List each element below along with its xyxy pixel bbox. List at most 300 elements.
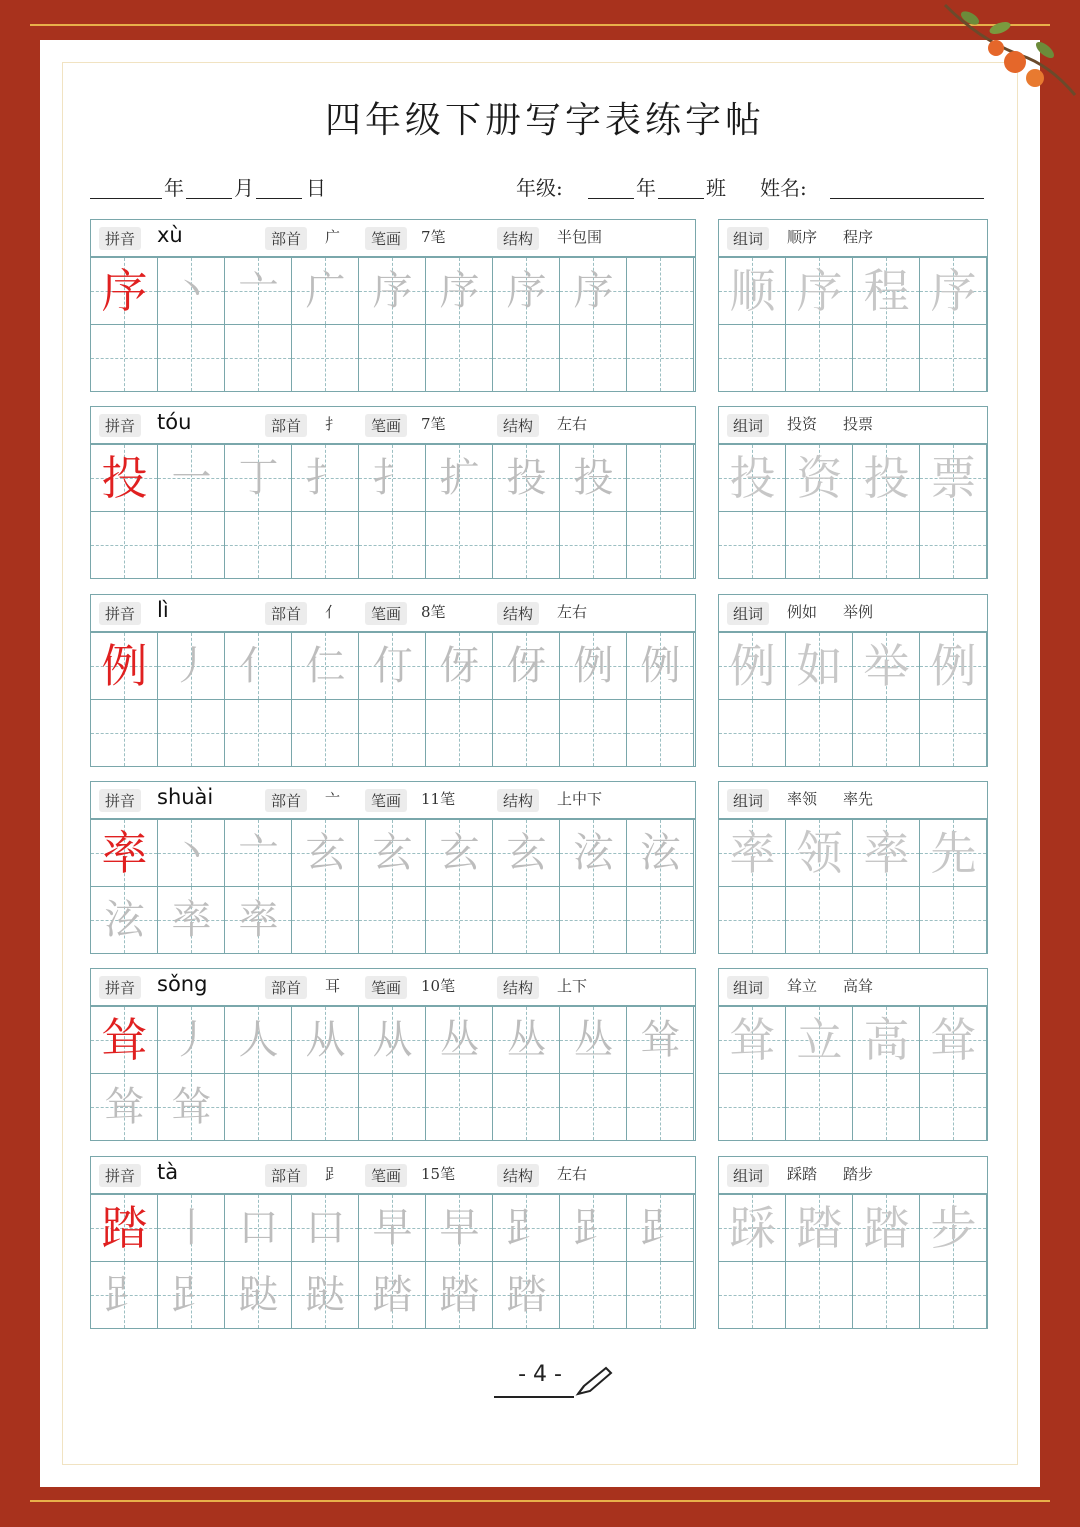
- stroke-step: 耸: [171, 1084, 212, 1130]
- words-tag: 组词: [727, 976, 769, 999]
- strokes-value: 11笔: [421, 790, 456, 808]
- stroke-step: 从: [305, 1017, 346, 1063]
- word-trace-character: 票: [930, 451, 977, 505]
- stroke-step: 序: [439, 268, 480, 314]
- practice-cell[interactable]: [426, 445, 493, 512]
- practice-cell[interactable]: [493, 258, 560, 325]
- word-1: 耸立: [787, 977, 818, 995]
- word-trace-character: 耸: [729, 1013, 776, 1067]
- day-blank[interactable]: [256, 172, 302, 199]
- word-cell[interactable]: [786, 1262, 853, 1329]
- practice-cell[interactable]: [359, 633, 426, 700]
- stroke-step: 例: [573, 643, 614, 689]
- words-bar: [718, 1156, 988, 1194]
- word-cell[interactable]: [853, 820, 920, 887]
- stroke-step: 伢: [506, 643, 547, 689]
- month-label: 月: [234, 176, 254, 200]
- word-cell[interactable]: [920, 1074, 987, 1141]
- pinyin-value: xù: [157, 223, 183, 247]
- strokes-tag: 笔画: [365, 414, 407, 437]
- word-cell[interactable]: [786, 1195, 853, 1262]
- pinyin-tag: 拼音: [99, 1164, 141, 1187]
- word-cell[interactable]: [853, 325, 920, 392]
- practice-grid: [90, 444, 696, 579]
- stroke-step: 丛: [439, 1017, 480, 1063]
- stroke-step: 泫: [640, 830, 681, 876]
- radical-value: 广: [325, 228, 341, 246]
- word-cell[interactable]: [920, 820, 987, 887]
- practice-cell[interactable]: [627, 820, 694, 887]
- words-bar: [718, 219, 988, 257]
- practice-grid: [90, 1194, 696, 1329]
- practice-cell[interactable]: [426, 512, 493, 579]
- practice-cell[interactable]: [91, 1074, 158, 1141]
- practice-cell[interactable]: [292, 700, 359, 767]
- stroke-step: 伢: [439, 643, 480, 689]
- practice-cell[interactable]: [225, 258, 292, 325]
- practice-cell[interactable]: [158, 512, 225, 579]
- structure-tag: 结构: [497, 789, 539, 812]
- month-blank[interactable]: [186, 172, 232, 199]
- practice-cell[interactable]: [359, 445, 426, 512]
- strokes-value: 15笔: [421, 1165, 456, 1183]
- practice-cell[interactable]: [426, 1262, 493, 1329]
- word-1: 例如: [787, 603, 818, 621]
- word-trace-character: 步: [930, 1201, 977, 1255]
- radical-value: 耳: [325, 977, 341, 995]
- words-tag: 组词: [727, 414, 769, 437]
- word-grid: [718, 1006, 988, 1141]
- word-cell[interactable]: [920, 258, 987, 325]
- word-trace-character: 投: [863, 451, 910, 505]
- word-cell[interactable]: [786, 887, 853, 954]
- class-label: 班: [706, 176, 726, 200]
- practice-cell[interactable]: [158, 1262, 225, 1329]
- practice-cell[interactable]: [426, 887, 493, 954]
- practice-cell[interactable]: [560, 1262, 627, 1329]
- practice-cell[interactable]: [158, 1007, 225, 1074]
- practice-cell[interactable]: [493, 700, 560, 767]
- word-trace-character: 高: [863, 1013, 910, 1067]
- practice-cell[interactable]: [91, 445, 158, 512]
- stroke-step: 𧾷: [640, 1205, 681, 1251]
- practice-cell[interactable]: [158, 1074, 225, 1141]
- word-cell[interactable]: [920, 1007, 987, 1074]
- word-cell[interactable]: [786, 1007, 853, 1074]
- practice-cell[interactable]: [627, 1007, 694, 1074]
- practice-cell[interactable]: [91, 512, 158, 579]
- strokes-value: 7笔: [421, 415, 446, 433]
- info-bar: [90, 1156, 696, 1194]
- word-2: 投票: [843, 415, 874, 433]
- name-blank[interactable]: [830, 172, 984, 199]
- practice-cell[interactable]: [493, 633, 560, 700]
- practice-cell[interactable]: [493, 512, 560, 579]
- strokes-tag: 笔画: [365, 976, 407, 999]
- practice-cell[interactable]: [560, 258, 627, 325]
- stroke-step: 𧾷: [104, 1272, 145, 1318]
- practice-cell[interactable]: [426, 633, 493, 700]
- word-trace-character: 立: [796, 1013, 843, 1067]
- practice-cell[interactable]: [359, 887, 426, 954]
- practice-cell[interactable]: [91, 887, 158, 954]
- practice-cell[interactable]: [225, 1074, 292, 1141]
- pinyin-value: tà: [157, 1160, 179, 1184]
- practice-cell[interactable]: [91, 1007, 158, 1074]
- strokes-tag: 笔画: [365, 602, 407, 625]
- practice-cell[interactable]: [292, 258, 359, 325]
- practice-cell[interactable]: [627, 700, 694, 767]
- stroke-step: 仃: [372, 643, 413, 689]
- practice-cell[interactable]: [560, 633, 627, 700]
- practice-cell[interactable]: [158, 887, 225, 954]
- word-cell[interactable]: [719, 820, 786, 887]
- practice-grid: [90, 632, 696, 767]
- year-label: 年: [164, 176, 184, 200]
- practice-cell[interactable]: [158, 258, 225, 325]
- practice-cell[interactable]: [493, 1195, 560, 1262]
- practice-cell[interactable]: [225, 633, 292, 700]
- structure-tag: 结构: [497, 227, 539, 250]
- practice-cell[interactable]: [426, 258, 493, 325]
- practice-cell[interactable]: [560, 700, 627, 767]
- word-cell[interactable]: [719, 512, 786, 579]
- stroke-step: 踏: [506, 1272, 547, 1318]
- word-cell[interactable]: [920, 1262, 987, 1329]
- practice-cell[interactable]: [359, 1262, 426, 1329]
- stroke-step: 丨: [171, 1205, 212, 1251]
- stroke-step: 口: [305, 1205, 346, 1251]
- word-1: 顺序: [787, 228, 818, 246]
- word-trace-character: 举: [863, 639, 910, 693]
- word-trace-character: 领: [796, 826, 843, 880]
- word-trace-character: 耸: [930, 1013, 977, 1067]
- word-2: 高耸: [843, 977, 874, 995]
- practice-cell[interactable]: [359, 820, 426, 887]
- name-label: 姓名:: [760, 176, 807, 200]
- word-1: 投资: [787, 415, 818, 433]
- practice-cell[interactable]: [91, 1262, 158, 1329]
- stroke-step: 踏: [372, 1272, 413, 1318]
- strokes-tag: 笔画: [365, 1164, 407, 1187]
- practice-cell[interactable]: [292, 1262, 359, 1329]
- practice-cell[interactable]: [225, 700, 292, 767]
- practice-cell[interactable]: [627, 1195, 694, 1262]
- word-cell[interactable]: [786, 512, 853, 579]
- words-bar: [718, 781, 988, 819]
- practice-cell[interactable]: [426, 1007, 493, 1074]
- practice-cell[interactable]: [91, 258, 158, 325]
- stroke-step: 耸: [104, 1084, 145, 1130]
- word-cell[interactable]: [920, 1195, 987, 1262]
- practice-cell[interactable]: [560, 887, 627, 954]
- practice-cell[interactable]: [225, 1262, 292, 1329]
- frame-line-bottom: [30, 1500, 1050, 1502]
- model-character: 投: [101, 451, 148, 505]
- practice-cell[interactable]: [91, 633, 158, 700]
- stroke-step: 扌: [372, 455, 413, 501]
- word-grid: [718, 444, 988, 579]
- info-bar: [90, 968, 696, 1006]
- practice-cell[interactable]: [359, 325, 426, 392]
- stroke-step: 𧾷: [171, 1272, 212, 1318]
- practice-cell[interactable]: [426, 700, 493, 767]
- word-trace-character: 程: [863, 264, 910, 318]
- stroke-step: 口: [238, 1205, 279, 1251]
- practice-cell[interactable]: [292, 1195, 359, 1262]
- practice-cell[interactable]: [91, 820, 158, 887]
- class-blank[interactable]: [658, 172, 704, 199]
- words-tag: 组词: [727, 227, 769, 250]
- stroke-step: 人: [238, 1017, 279, 1063]
- word-cell[interactable]: [853, 633, 920, 700]
- word-cell[interactable]: [719, 1074, 786, 1141]
- header-fields: [90, 172, 990, 204]
- practice-cell[interactable]: [426, 1195, 493, 1262]
- practice-cell[interactable]: [493, 445, 560, 512]
- word-cell[interactable]: [920, 325, 987, 392]
- word-trace-character: 例: [729, 639, 776, 693]
- radical-tag: 部首: [265, 414, 307, 437]
- practice-cell[interactable]: [359, 1074, 426, 1141]
- stroke-step: 玄: [506, 830, 547, 876]
- practice-cell[interactable]: [627, 258, 694, 325]
- word-2: 踏步: [843, 1165, 874, 1183]
- model-character: 率: [101, 826, 148, 880]
- word-cell[interactable]: [853, 700, 920, 767]
- word-cell[interactable]: [853, 1074, 920, 1141]
- stroke-step: 丶: [171, 830, 212, 876]
- word-2: 程序: [843, 228, 874, 246]
- stroke-step: 从: [372, 1017, 413, 1063]
- practice-cell[interactable]: [292, 1007, 359, 1074]
- info-bar: [90, 406, 696, 444]
- page-number-underline: [494, 1396, 574, 1398]
- practice-cell[interactable]: [493, 325, 560, 392]
- radical-tag: 部首: [265, 789, 307, 812]
- word-cell[interactable]: [719, 1195, 786, 1262]
- practice-cell[interactable]: [225, 445, 292, 512]
- model-character: 踏: [101, 1201, 148, 1255]
- word-cell[interactable]: [853, 1195, 920, 1262]
- practice-cell[interactable]: [359, 1007, 426, 1074]
- word-cell[interactable]: [853, 445, 920, 512]
- practice-cell[interactable]: [426, 1074, 493, 1141]
- practice-cell[interactable]: [359, 512, 426, 579]
- practice-cell[interactable]: [225, 820, 292, 887]
- stroke-step: 泫: [573, 830, 614, 876]
- model-character: 耸: [101, 1013, 148, 1067]
- word-cell[interactable]: [786, 445, 853, 512]
- word-cell[interactable]: [853, 1262, 920, 1329]
- word-trace-character: 顺: [729, 264, 776, 318]
- stroke-step: 玄: [372, 830, 413, 876]
- word-1: 踩踏: [787, 1165, 818, 1183]
- practice-cell[interactable]: [560, 445, 627, 512]
- practice-cell[interactable]: [91, 1195, 158, 1262]
- practice-cell[interactable]: [225, 1007, 292, 1074]
- practice-cell[interactable]: [225, 512, 292, 579]
- pinyin-tag: 拼音: [99, 227, 141, 250]
- structure-value: 左右: [557, 415, 588, 433]
- word-cell[interactable]: [719, 325, 786, 392]
- practice-cell[interactable]: [158, 700, 225, 767]
- stroke-step: 玄: [439, 830, 480, 876]
- word-cell[interactable]: [920, 512, 987, 579]
- word-trace-character: 资: [796, 451, 843, 505]
- word-cell[interactable]: [719, 633, 786, 700]
- practice-cell[interactable]: [560, 1195, 627, 1262]
- word-trace-character: 率: [729, 826, 776, 880]
- word-trace-character: 例: [930, 639, 977, 693]
- stroke-step: 丁: [238, 455, 279, 501]
- word-1: 率领: [787, 790, 818, 808]
- practice-cell[interactable]: [627, 633, 694, 700]
- practice-cell[interactable]: [560, 512, 627, 579]
- word-cell[interactable]: [786, 258, 853, 325]
- words-tag: 组词: [727, 789, 769, 812]
- stroke-step: 早: [372, 1205, 413, 1251]
- practice-cell[interactable]: [627, 887, 694, 954]
- pinyin-value: lì: [157, 598, 169, 622]
- practice-cell[interactable]: [426, 325, 493, 392]
- word-cell[interactable]: [786, 820, 853, 887]
- practice-cell[interactable]: [292, 325, 359, 392]
- stroke-step: 早: [439, 1205, 480, 1251]
- word-cell[interactable]: [719, 258, 786, 325]
- word-cell[interactable]: [719, 1007, 786, 1074]
- word-cell[interactable]: [920, 445, 987, 512]
- practice-cell[interactable]: [493, 1007, 560, 1074]
- practice-grid: [90, 1006, 696, 1141]
- stroke-step: 扩: [439, 455, 480, 501]
- practice-cell[interactable]: [158, 445, 225, 512]
- word-grid: [718, 1194, 988, 1329]
- word-cell[interactable]: [853, 887, 920, 954]
- practice-cell[interactable]: [158, 325, 225, 392]
- stroke-step: 投: [506, 455, 547, 501]
- radical-value: 扌: [325, 415, 341, 433]
- practice-grid: [90, 819, 696, 954]
- practice-cell[interactable]: [292, 512, 359, 579]
- practice-cell[interactable]: [292, 820, 359, 887]
- word-cell[interactable]: [719, 887, 786, 954]
- practice-cell[interactable]: [292, 445, 359, 512]
- practice-cell[interactable]: [627, 1074, 694, 1141]
- pen-icon: [574, 1364, 614, 1398]
- word-cell[interactable]: [786, 325, 853, 392]
- word-cell[interactable]: [853, 1007, 920, 1074]
- practice-cell[interactable]: [292, 1074, 359, 1141]
- stroke-step: 仁: [305, 643, 346, 689]
- practice-cell[interactable]: [158, 1195, 225, 1262]
- pinyin-value: shuài: [157, 785, 214, 809]
- word-cell[interactable]: [853, 258, 920, 325]
- words-tag: 组词: [727, 1164, 769, 1187]
- practice-cell[interactable]: [91, 700, 158, 767]
- practice-cell[interactable]: [158, 633, 225, 700]
- practice-cell[interactable]: [225, 1195, 292, 1262]
- practice-cell[interactable]: [359, 700, 426, 767]
- stroke-step: 亠: [238, 830, 279, 876]
- radical-tag: 部首: [265, 602, 307, 625]
- word-cell[interactable]: [786, 700, 853, 767]
- practice-cell[interactable]: [627, 325, 694, 392]
- practice-cell[interactable]: [359, 258, 426, 325]
- word-cell[interactable]: [719, 1262, 786, 1329]
- pinyin-tag: 拼音: [99, 789, 141, 812]
- grade-blank[interactable]: [588, 172, 634, 199]
- stroke-step: 踏: [439, 1272, 480, 1318]
- word-cell[interactable]: [920, 633, 987, 700]
- strokes-value: 8笔: [421, 603, 446, 621]
- practice-cell[interactable]: [493, 820, 560, 887]
- practice-cell[interactable]: [627, 512, 694, 579]
- practice-cell[interactable]: [560, 325, 627, 392]
- stroke-step: 序: [506, 268, 547, 314]
- pinyin-tag: 拼音: [99, 976, 141, 999]
- words-bar: [718, 594, 988, 632]
- practice-cell[interactable]: [493, 887, 560, 954]
- practice-cell[interactable]: [292, 887, 359, 954]
- strokes-value: 10笔: [421, 977, 456, 995]
- stroke-step: 玄: [305, 830, 346, 876]
- strokes-value: 7笔: [421, 228, 446, 246]
- practice-cell[interactable]: [560, 820, 627, 887]
- practice-cell[interactable]: [359, 1195, 426, 1262]
- word-cell[interactable]: [920, 700, 987, 767]
- practice-cell[interactable]: [225, 887, 292, 954]
- word-grid: [718, 819, 988, 954]
- practice-cell[interactable]: [560, 1007, 627, 1074]
- word-cell[interactable]: [920, 887, 987, 954]
- practice-cell[interactable]: [493, 1074, 560, 1141]
- structure-tag: 结构: [497, 414, 539, 437]
- stroke-step: 𧾷: [573, 1205, 614, 1251]
- word-cell[interactable]: [719, 445, 786, 512]
- practice-cell[interactable]: [91, 325, 158, 392]
- practice-cell[interactable]: [225, 325, 292, 392]
- practice-cell[interactable]: [627, 445, 694, 512]
- word-cell[interactable]: [786, 1074, 853, 1141]
- word-cell[interactable]: [786, 633, 853, 700]
- practice-grid: [90, 257, 696, 392]
- structure-tag: 结构: [497, 602, 539, 625]
- structure-value: 左右: [557, 603, 588, 621]
- practice-cell[interactable]: [292, 633, 359, 700]
- strokes-tag: 笔画: [365, 789, 407, 812]
- stroke-step: 丿: [171, 1017, 212, 1063]
- radical-value: 亻: [325, 603, 341, 621]
- practice-cell[interactable]: [560, 1074, 627, 1141]
- pinyin-value: sǒng: [157, 972, 208, 996]
- word-cell[interactable]: [719, 700, 786, 767]
- year-blank[interactable]: [90, 172, 162, 199]
- pinyin-tag: 拼音: [99, 602, 141, 625]
- page-number: - 4 -: [518, 1362, 562, 1387]
- practice-cell[interactable]: [493, 1262, 560, 1329]
- word-trace-character: 序: [796, 264, 843, 318]
- practice-cell[interactable]: [627, 1262, 694, 1329]
- stroke-step: 泫: [104, 897, 145, 943]
- word-2: 率先: [843, 790, 874, 808]
- structure-value: 上下: [557, 977, 588, 995]
- word-trace-character: 投: [729, 451, 776, 505]
- practice-cell[interactable]: [426, 820, 493, 887]
- word-cell[interactable]: [853, 512, 920, 579]
- practice-cell[interactable]: [158, 820, 225, 887]
- stroke-step: 亠: [238, 268, 279, 314]
